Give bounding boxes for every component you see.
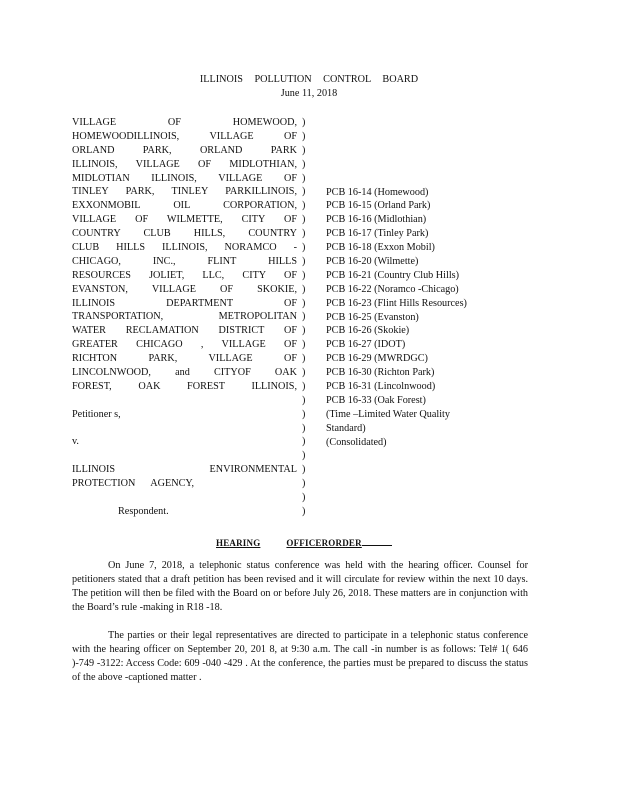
paragraph-text: On June 7, 2018, a telephonic status conference was held with the hearing officer. Counsel for petitioners stated that a draft petition has been revised and it will circulate for review within the next 10 days. The petition will then be filed with the Board on or before July 26, 2018. These matters are in conjunction with the Board’s rule -making in R18 -18. [72,560,528,613]
order-paragraph [72,629,528,685]
paragraph-text: The parties or their legal representatives are directed to participate in a telephonic status conference with the hearing officer on September 20, 201 8, at 9:30 a.m. The call -in number is as follows: Tel# 1( 646 )-749 -3122: Access Code: 609 -040 -429 . At the conference, the parties must be prepared to discuss the status of the above -captioned matter . [72,630,528,683]
board-title: ILLINOIS POLLUTION CONTROL BOARD [199,74,419,85]
party-line: WATER RECLAMATION DISTRICT OF [72,325,297,337]
party-line: CHICAGO, INC., FLINT HILLS [72,255,297,267]
party-line: RESOURCES JOLIET, LLC, CITY OF [72,269,297,281]
versus-label: v. [72,436,79,448]
party-line: MIDLOTIAN ILLINOIS, VILLAGE OF [72,172,297,184]
party-line: EVANSTON, VILLAGE OF SKOKIE, [72,283,297,295]
case-number: PCB 16-25 (Evanston) [326,311,419,323]
case-number: PCB 16-30 (Richton Park) [326,367,435,379]
petitioner-label: Petitioner s, [72,408,121,420]
party-line: FOREST, OAK FOREST ILLINOIS, [72,380,297,392]
document-header [0,73,618,101]
order-heading-part: OFFICERORDER [286,538,362,548]
party-line: VILLAGE OF HOMEWOOD, [72,117,297,128]
case-number: PCB 16-18 (Exxon Mobil) [326,242,435,254]
case-numbers [326,186,526,450]
case-number: PCB 16-29 (MWRDGC) [326,353,428,365]
case-note: (Consolidated) [326,436,387,448]
case-number: PCB 16-20 (Wilmette) [326,255,419,267]
order-date: June 11, 2018 [280,87,338,99]
party-line: ILLINOIS DEPARTMENT OF [72,297,297,309]
order-paragraph [72,559,528,615]
party-line: GREATER CHICAGO , VILLAGE OF [72,339,297,351]
case-number: PCB 16-14 (Homewood) [326,186,429,198]
case-note: (Time –Limited Water Quality [326,408,450,420]
party-line: LINCOLNWOOD, and CITYOF OAK [72,367,297,379]
case-number: PCB 16-21 (Country Club Hills) [326,269,460,281]
party-line: ILLINOIS, VILLAGE OF MIDLOTHIAN, [72,158,297,170]
order-heading [216,536,392,551]
order-heading-part: HEARING [216,538,261,548]
case-number: PCB 16-27 (IDOT) [326,339,406,351]
case-number: PCB 16-33 (Oak Forest) [326,394,426,406]
case-note: Standard) [326,422,366,434]
party-line: ORLAND PARK, ORLAND PARK [72,144,297,156]
party-line: COUNTRY CLUB HILLS, COUNTRY [72,228,297,240]
party-line: RICHTON PARK, VILLAGE OF [72,353,297,365]
party-line: HOMEWOODILLINOIS, VILLAGE OF [72,130,297,142]
case-number: PCB 16-26 (Skokie) [326,325,410,337]
respondent-line: PROTECTION AGENCY, [72,478,194,490]
parties-block [72,116,297,519]
party-line: TINLEY PARK, TINLEY PARKILLINOIS, [72,186,297,198]
respondent-line: ILLINOIS ENVIRONMENTAL [72,464,297,476]
party-line: VILLAGE OF WILMETTE, CITY OF [72,214,297,226]
case-number: PCB 16-22 (Noramco -Chicago) [326,283,459,295]
case-number: PCB 16-31 (Lincolnwood) [326,380,436,392]
party-line: CLUB HILLS ILLINOIS, NORAMCO - [72,242,297,254]
case-number: PCB 16-15 (Orland Park) [326,200,431,212]
caption-parentheses: ) ) ) ) ) ) ) ) ) ) ) ) ) ) ) ) ) ) ) ) ) ) ) ) ) ) ) ) ) [302,117,306,517]
party-line: TRANSPORTATION, METROPOLITAN [72,311,297,323]
respondent-label: Respondent. [118,505,169,517]
case-number: PCB 16-16 (Midlothian) [326,214,427,226]
case-number: PCB 16-23 (Flint Hills Resources) [326,297,467,309]
party-line: EXXONMOBIL OIL CORPORATION, [72,200,297,212]
case-number: PCB 16-17 (Tinley Park) [326,228,429,240]
